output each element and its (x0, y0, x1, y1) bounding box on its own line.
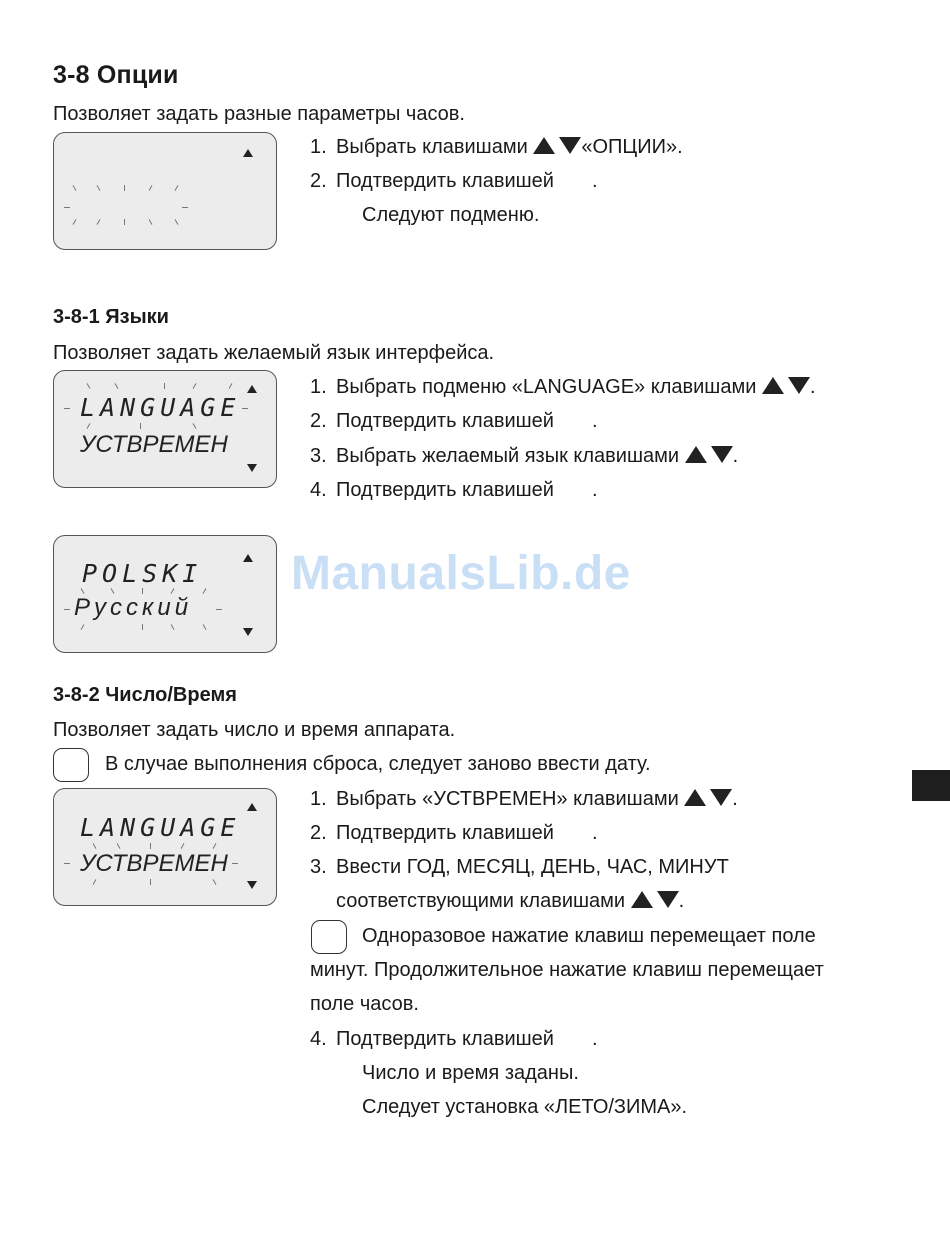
datetime-step-1: 1. Выбрать «УСТВРЕМЕН» клавишами . (310, 788, 738, 810)
up-arrow-icon (243, 554, 253, 562)
chapter-tab-marker (912, 770, 950, 801)
down-arrow-icon (247, 464, 257, 472)
options-step-2: 2. Подтвердить клавишей . (310, 170, 598, 192)
down-arrow-icon (243, 628, 253, 636)
datetime-title: 3-8-2 Число/Время (53, 684, 237, 706)
languages-step-2: 2. Подтвердить клавишей . (310, 410, 598, 432)
options-note: Следуют подменю. (362, 204, 540, 226)
lcd-display-options (53, 132, 277, 250)
up-down-keys-icon (631, 891, 679, 908)
watermark: ManualsLib.de (291, 547, 631, 600)
languages-step-4: 4. Подтвердить клавишей . (310, 479, 598, 501)
languages-step-1: 1. Выбрать подменю «LANGUAGE» клавишами . (310, 376, 816, 398)
lcd-line-2: Русский (74, 594, 193, 621)
down-arrow-icon (247, 881, 257, 889)
datetime-step-2: 2. Подтвердить клавишей . (310, 822, 598, 844)
datetime-result-2: Следует установка «ЛЕТО/ЗИМА». (362, 1096, 688, 1118)
lcd-line-1: LANGUAGE (80, 813, 241, 842)
up-down-keys-icon (533, 137, 581, 154)
up-arrow-icon (247, 803, 257, 811)
datetime-step-3-cont: соответствующими клавишами . (336, 890, 685, 912)
tip-line-3: поле часов. (310, 993, 419, 1015)
up-arrow-icon (247, 385, 257, 393)
tip-line-2: минут. Продолжительное нажатие клавиш перемещает (310, 959, 824, 981)
tip-line-1: Одноразовое нажатие клавиш перемещает поле (362, 925, 816, 947)
up-down-keys-icon (685, 446, 733, 463)
languages-title: 3-8-1 Языки (53, 306, 169, 328)
datetime-intro: Позволяет задать число и время аппарата. (53, 719, 456, 741)
lcd-line-1: POLSKI (82, 559, 203, 588)
lcd-display-datetime-menu (53, 788, 277, 906)
lcd-line-2: УСТВРЕМЕН (80, 850, 228, 877)
options-step-1: 1. Выбрать клавишами «ОПЦИИ». (310, 136, 683, 158)
section-intro: Позволяет задать разные параметры часов. (53, 103, 465, 125)
languages-intro: Позволяет задать желаемый язык интерфейса. (53, 342, 495, 364)
reset-note: В случае выполнения сброса, следует заново ввести дату. (105, 753, 651, 775)
lcd-line-1: LANGUAGE (80, 393, 241, 422)
languages-step-3: 3. Выбрать желаемый язык клавишами . (310, 445, 739, 467)
note-icon-box (53, 748, 89, 782)
lcd-line-2: УСТВРЕМЕН (80, 431, 228, 458)
datetime-result-1: Число и время заданы. (362, 1062, 579, 1084)
up-down-keys-icon (684, 789, 732, 806)
tip-icon-box (311, 920, 347, 954)
datetime-step-4: 4. Подтвердить клавишей . (310, 1028, 598, 1050)
datetime-step-3: 3. Ввести ГОД, МЕСЯЦ, ДЕНЬ, ЧАС, МИНУТ (310, 856, 729, 878)
up-arrow-icon (243, 149, 253, 157)
lcd-display-language-select (53, 535, 277, 653)
up-down-keys-icon (762, 377, 810, 394)
lcd-display-language-menu (53, 370, 277, 488)
section-title: 3-8 Опции (53, 61, 179, 89)
